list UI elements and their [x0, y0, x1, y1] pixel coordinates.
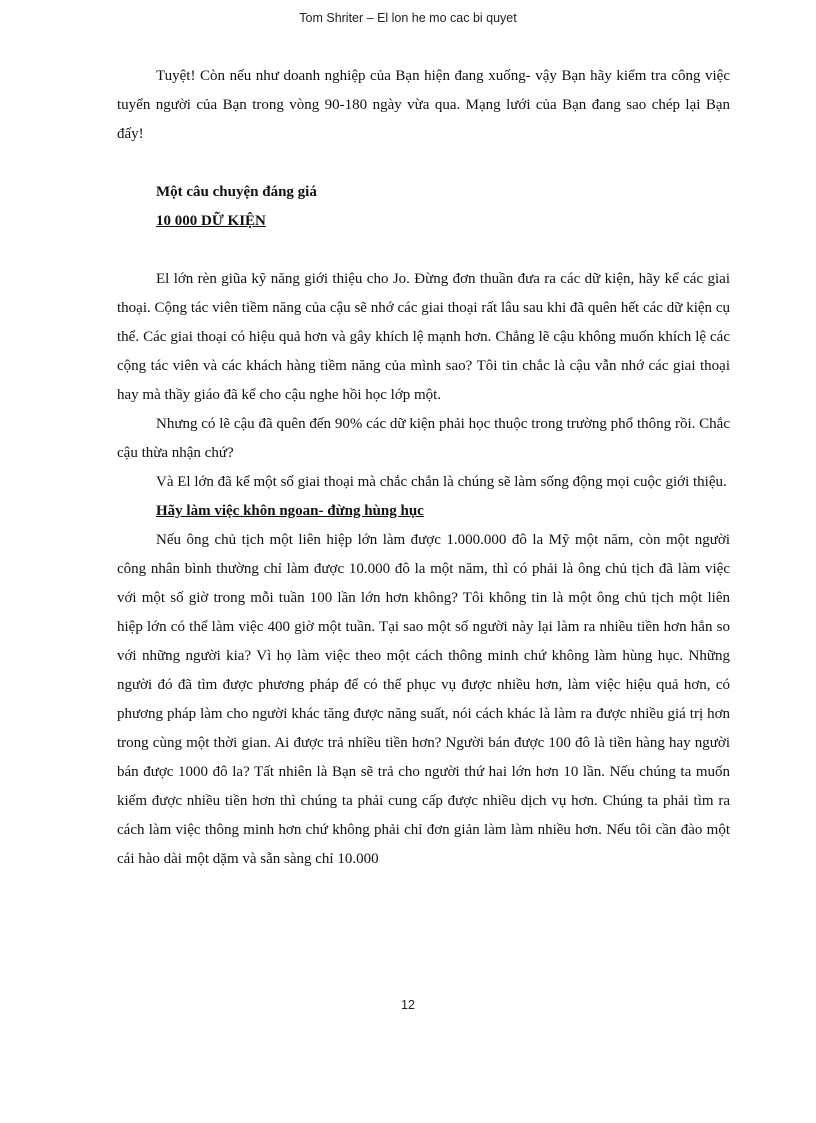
section-heading-line-2: 10 000 DỮ KIỆN — [156, 213, 266, 229]
paragraph-4: Và El lớn đã kể một số giai thoại mà chắc chắn là chúng sẽ làm sống động mọi cuộc giới thiệu. — [156, 474, 727, 490]
paragraph-2: El lớn rèn giũa kỹ năng giới thiệu cho Jo. Đừng đơn thuần đưa ra các dữ kiện, hãy kể các giai thoại. Cộng tác viên tiềm năng của cậu sẽ nhớ các giai thoại rất lâu sau khi đã quên hết các dữ kiện cụ thể. Các giai thoại có hiệu quả hơn và gây khích lệ mạnh hơn. Chẳng lẽ cậu không muốn khích lệ các cộng tác viên và các khách hàng tiềm năng của mình sao? Tôi tin chắc là cậu vẫn nhớ các giai thoại hay mà thầy giáo đã kể cho cậu nghe hồi học lớp một. — [117, 271, 730, 403]
subsection-heading: Hãy làm việc khôn ngoan- đừng hùng hục — [156, 503, 424, 519]
running-header: Tom Shriter – El lon he mo cac bi quyet — [299, 11, 517, 25]
spacer — [117, 236, 730, 265]
page-number: 12 — [401, 998, 415, 1012]
page-body — [117, 62, 730, 874]
paragraph-3: Nhưng có lẽ cậu đã quên đến 90% các dữ kiện phải học thuộc trong trường phổ thông rồi. Chắc cậu thừa nhận chứ? — [117, 416, 730, 461]
spacer — [117, 149, 730, 178]
paragraph-1: Tuyệt! Còn nếu như doanh nghiệp của Bạn hiện đang xuống- vậy Bạn hãy kiểm tra công việc tuyển người của Bạn trong vòng 90-180 ngày vừa qua. Mạng lưới của Bạn đang sao chép lại Bạn đấy! — [117, 68, 730, 142]
paragraph-5: Nếu ông chủ tịch một liên hiệp lớn làm được 1.000.000 đô la Mỹ một năm, còn một người công nhân bình thường chỉ làm được 10.000 đô la một năm, thì có phải là ông chủ tịch đã làm việc với một số giờ trong mỗi tuần 100 lần lớn hơn không? Tôi không tin là một ông chủ tịch một liên hiệp lớn có thể làm việc 400 giờ một tuần. Tại sao một số người này lại làm ra nhiều tiền hơn hẳn so với những người kia? Vì họ làm việc theo một cách thông minh chứ không làm hùng hục. Những người đó đã tìm được phương pháp để có thể phục vụ được nhiều hơn, làm việc hiệu quả hơn, có phương pháp làm cho người khác tăng được năng suất, nói cách khác là làm ra được nhiều giá trị hơn trong cùng một thời gian. Ai được trả nhiều tiền hơn? Người bán được 100 đô là tiền hàng hay người bán được 1000 đô la? Tất nhiên là Bạn sẽ trả cho người thứ hai lớn hơn 10 lần. Nếu chúng ta muốn kiếm được nhiều tiền hơn thì chúng ta phải cung cấp được nhiều dịch vụ hơn. Chúng ta phải tìm ra cách làm việc thông minh hơn chứ không phải chỉ đơn giản làm làm nhiều hơn. Nếu tôi cần đào một cái hào dài một dặm và sẵn sàng chỉ 10.000 — [117, 532, 730, 867]
section-heading-line-1: Một câu chuyện đáng giá — [156, 184, 317, 200]
